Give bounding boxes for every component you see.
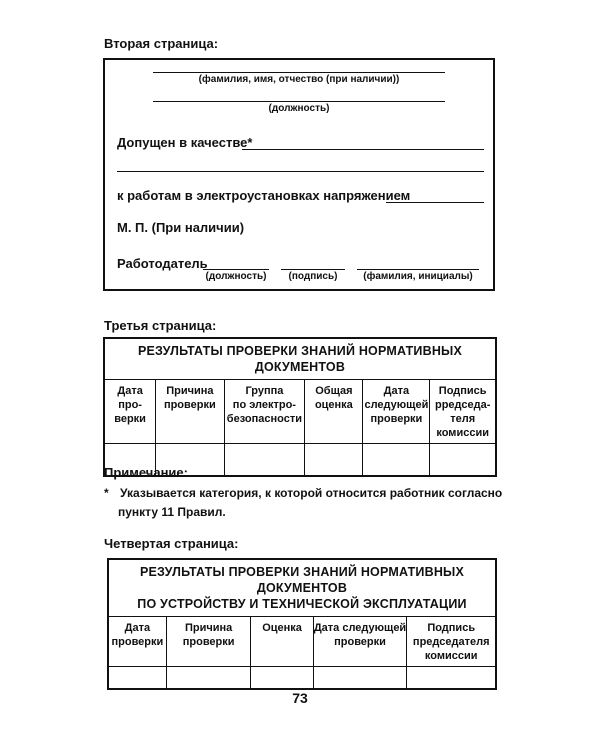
col-header-grade: Оценка bbox=[251, 617, 313, 667]
col-header-reason: Причина проверки bbox=[166, 617, 251, 667]
table-cell bbox=[166, 667, 251, 689]
position-line bbox=[153, 101, 445, 102]
col-header-date: Дата проверки bbox=[108, 617, 166, 667]
page4-heading: Четвертая страница: bbox=[104, 536, 239, 551]
col-header-signature: Подпись председателя комиссии bbox=[407, 617, 496, 667]
table-cell bbox=[313, 667, 407, 689]
page4-table-title bbox=[108, 559, 496, 617]
page3-results-table bbox=[103, 337, 497, 477]
col-header-next-date: Дата следующей проверки bbox=[313, 617, 407, 667]
page3-heading: Третья страница: bbox=[104, 318, 217, 333]
table-cell bbox=[251, 667, 313, 689]
page-number: 73 bbox=[292, 690, 308, 706]
page4-results-table bbox=[107, 558, 497, 690]
admitted-label: Допущен в качестве* bbox=[117, 135, 253, 150]
employer-name-line bbox=[357, 269, 479, 270]
table-cell bbox=[363, 444, 430, 476]
note-text: Указывается категория, к которой относится работник согласно bbox=[120, 486, 503, 500]
extra-line bbox=[117, 171, 484, 172]
fio-line bbox=[153, 72, 445, 73]
page2-form-box bbox=[103, 58, 495, 291]
col-header-group: Группа по электро- безопасности bbox=[224, 380, 305, 444]
page3-table-title: РЕЗУЛЬТАТЫ ПРОВЕРКИ ЗНАНИЙ НОРМАТИВНЫХ ДОКУМЕНТОВ bbox=[104, 338, 496, 380]
employer-position-line bbox=[203, 269, 269, 270]
page4-table-title-line1: РЕЗУЛЬТАТЫ ПРОВЕРКИ ЗНАНИЙ НОРМАТИВНЫХ ДОКУМЕНТОВ bbox=[139, 565, 465, 595]
note-heading: Примечание: bbox=[104, 465, 188, 480]
col-header-signature: Подпись pредседа- теля комиссии bbox=[430, 380, 496, 444]
page4-table-title-line2: ПО УСТРОЙСТВУ И ТЕХНИЧЕСКОЙ ЭКСПЛУАТАЦИИ bbox=[137, 597, 467, 611]
note-bullet: * bbox=[104, 486, 109, 500]
note-item bbox=[104, 484, 502, 503]
table-cell bbox=[305, 444, 363, 476]
employer-name-caption: (фамилия, инициалы) bbox=[363, 271, 473, 282]
col-header-reason: Причина проверки bbox=[156, 380, 224, 444]
voltage-line bbox=[386, 202, 484, 203]
table-cell bbox=[407, 667, 496, 689]
admitted-line bbox=[242, 149, 484, 150]
page2-heading: Вторая страница: bbox=[104, 36, 219, 51]
note-text-cont: пункту 11 Правил. bbox=[118, 505, 226, 519]
fio-caption: (фамилия, имя, отчество (при наличии)) bbox=[198, 74, 400, 85]
table-cell bbox=[108, 667, 166, 689]
col-header-grade: Общая оценка bbox=[305, 380, 363, 444]
voltage-label: к работам в электроустановках напряжением bbox=[117, 188, 411, 203]
employer-signature-caption: (подпись) bbox=[288, 271, 338, 282]
employer-label: Работодатель bbox=[117, 256, 208, 271]
col-header-date: Дата про- верки bbox=[104, 380, 156, 444]
seal-label: М. П. (При наличии) bbox=[117, 220, 245, 235]
employer-position-caption: (должность) bbox=[205, 271, 267, 282]
position-caption: (должность) bbox=[268, 103, 330, 114]
table-cell bbox=[430, 444, 496, 476]
col-header-next-date: Дата следующей проверки bbox=[363, 380, 430, 444]
table-cell bbox=[224, 444, 305, 476]
employer-signature-line bbox=[281, 269, 345, 270]
